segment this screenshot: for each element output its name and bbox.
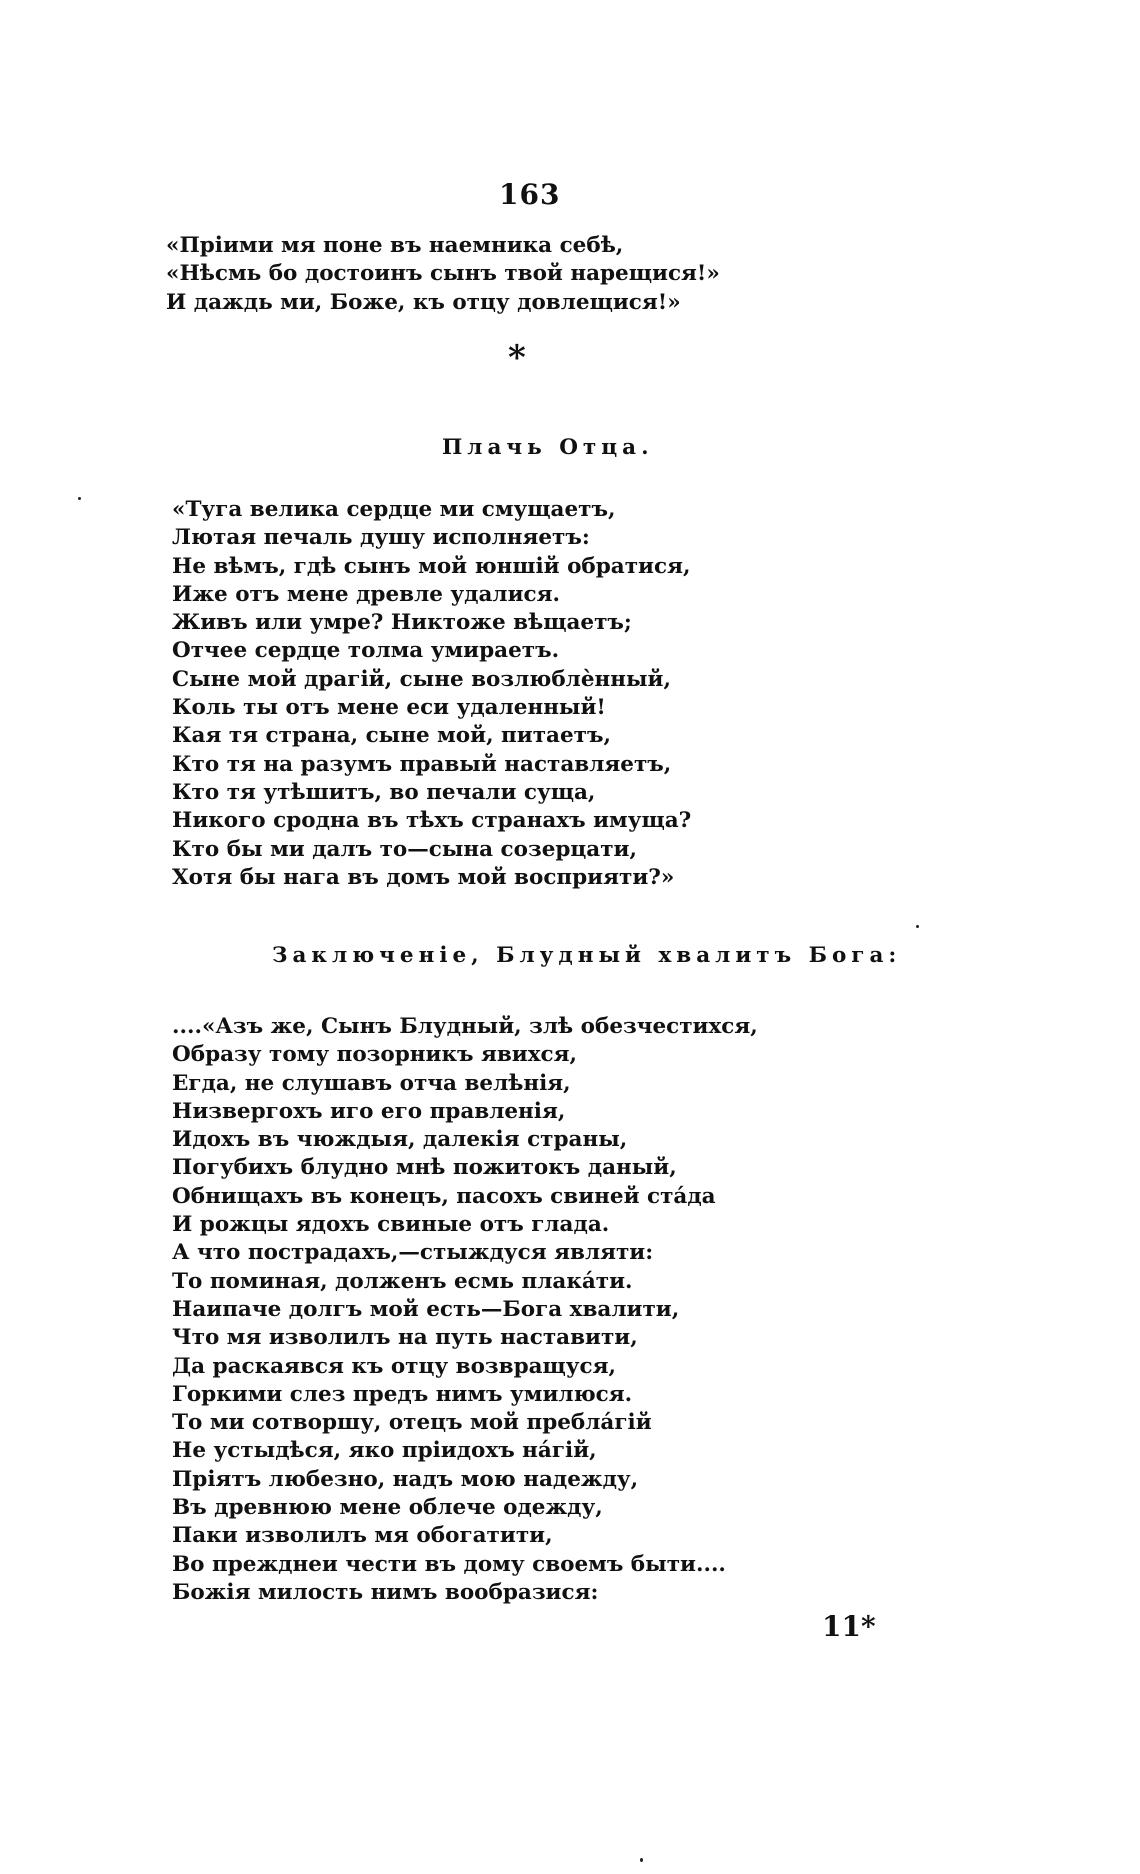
verse-line: Кто тя утѣшитъ, во печали суща,: [172, 779, 596, 805]
verse-line: Паки изволилъ мя обогатити,: [172, 1523, 553, 1549]
verse-line: И рожцы ядохъ свиные отъ глада.: [172, 1212, 610, 1238]
verse-line: Живъ или умре? Никтоже вѣщаетъ;: [172, 610, 632, 636]
verse-line: Сыне мой драгій, сыне возлюблѐнный,: [172, 666, 671, 692]
verse-line: Что мя изволилъ на путь наставити,: [172, 1325, 638, 1351]
verse-line: Кто бы ми далъ то—сына созерцати,: [172, 836, 637, 862]
verse-line: «Нѣсмь бо достоинъ сынъ твой нарещися!»: [166, 261, 720, 287]
verse-line: Горкими слез предъ нимъ умилюся.: [172, 1381, 633, 1407]
verse-line: Иже отъ мене древле удалися.: [172, 581, 560, 607]
verse-line: Не устыдѣся, яко пріидохъ нáгій,: [172, 1438, 597, 1464]
verse-line: Наипаче долгъ мой есть—Бога хвалити,: [172, 1296, 680, 1322]
verse-line: Низвергохъ иго его правленія,: [172, 1098, 566, 1124]
verse-line: Во прежднеи чести въ дому своемъ быти....: [172, 1551, 726, 1577]
scan-speck: [78, 497, 81, 500]
scan-speck: [916, 925, 919, 928]
section-title-lament: Плачь Отца.: [442, 435, 654, 460]
scan-speck: [640, 1858, 643, 1862]
verse-line: ....«Азъ же, Сынъ Блудный, злѣ обезчестихся,: [172, 1014, 758, 1039]
verse-line: Да раскаявся къ отцу возвращуся,: [172, 1353, 617, 1379]
verse-line: «Туга велика сердце ми смущаетъ,: [172, 497, 616, 522]
section-title-conclusion: Заключеніе, Блудный хвалитъ Бога:: [272, 943, 902, 968]
verse-line: Не вѣмъ, гдѣ сынъ мой юншій обратися,: [172, 553, 691, 579]
verse-line: «Пріими мя поне въ наемника себѣ,: [166, 233, 624, 258]
verse-line: Кая тя страна, сыне мой, питаетъ,: [172, 723, 611, 749]
verse-line: Хотя бы нага въ домъ мой восприяти?»: [172, 864, 675, 890]
verse-line: Обнищахъ въ конецъ, пасохъ свиней стáда: [172, 1183, 716, 1209]
verse-line: Отчее сердце толма умираетъ.: [172, 638, 560, 664]
verse-line: Коль ты отъ мене еси удаленный!: [172, 695, 606, 721]
intro-stanza: [166, 232, 720, 317]
conclusion-stanza: [172, 1013, 758, 1607]
verse-line: То поминая, долженъ есмь плакáти.: [172, 1268, 633, 1294]
verse-line: Божія милость нимъ вообразися:: [172, 1579, 599, 1605]
verse-line: Образу тому позорникъ явихся,: [172, 1042, 577, 1068]
verse-line: То ми сотворшу, отецъ мой преблáгій: [172, 1410, 652, 1436]
verse-line: Лютая печаль душу исполняетъ:: [172, 525, 590, 551]
verse-line: И даждь ми, Боже, къ отцу довлещися!»: [166, 289, 681, 315]
verse-line: Никого сродна въ тѣхъ странахъ имуща?: [172, 808, 692, 834]
section-separator: *: [508, 338, 526, 378]
verse-line: Въ древнюю мене облече одежду,: [172, 1495, 603, 1521]
page-number: 163: [499, 178, 561, 211]
verse-line: Кто тя на разумъ правый наставляетъ,: [172, 751, 672, 777]
verse-line: А что пострадахъ,—стыждуся являти:: [172, 1240, 654, 1266]
lament-stanza: [172, 496, 691, 892]
verse-line: Пріятъ любезно, надъ мою надежду,: [172, 1466, 639, 1492]
signature-mark: 11*: [822, 1610, 876, 1643]
verse-line: Идохъ въ чюждыя, далекія страны,: [172, 1127, 628, 1153]
verse-line: Погубихъ блудно мнѣ пожитокъ даный,: [172, 1155, 677, 1181]
verse-line: Егда, не слушавъ отча велѣнія,: [172, 1070, 571, 1096]
